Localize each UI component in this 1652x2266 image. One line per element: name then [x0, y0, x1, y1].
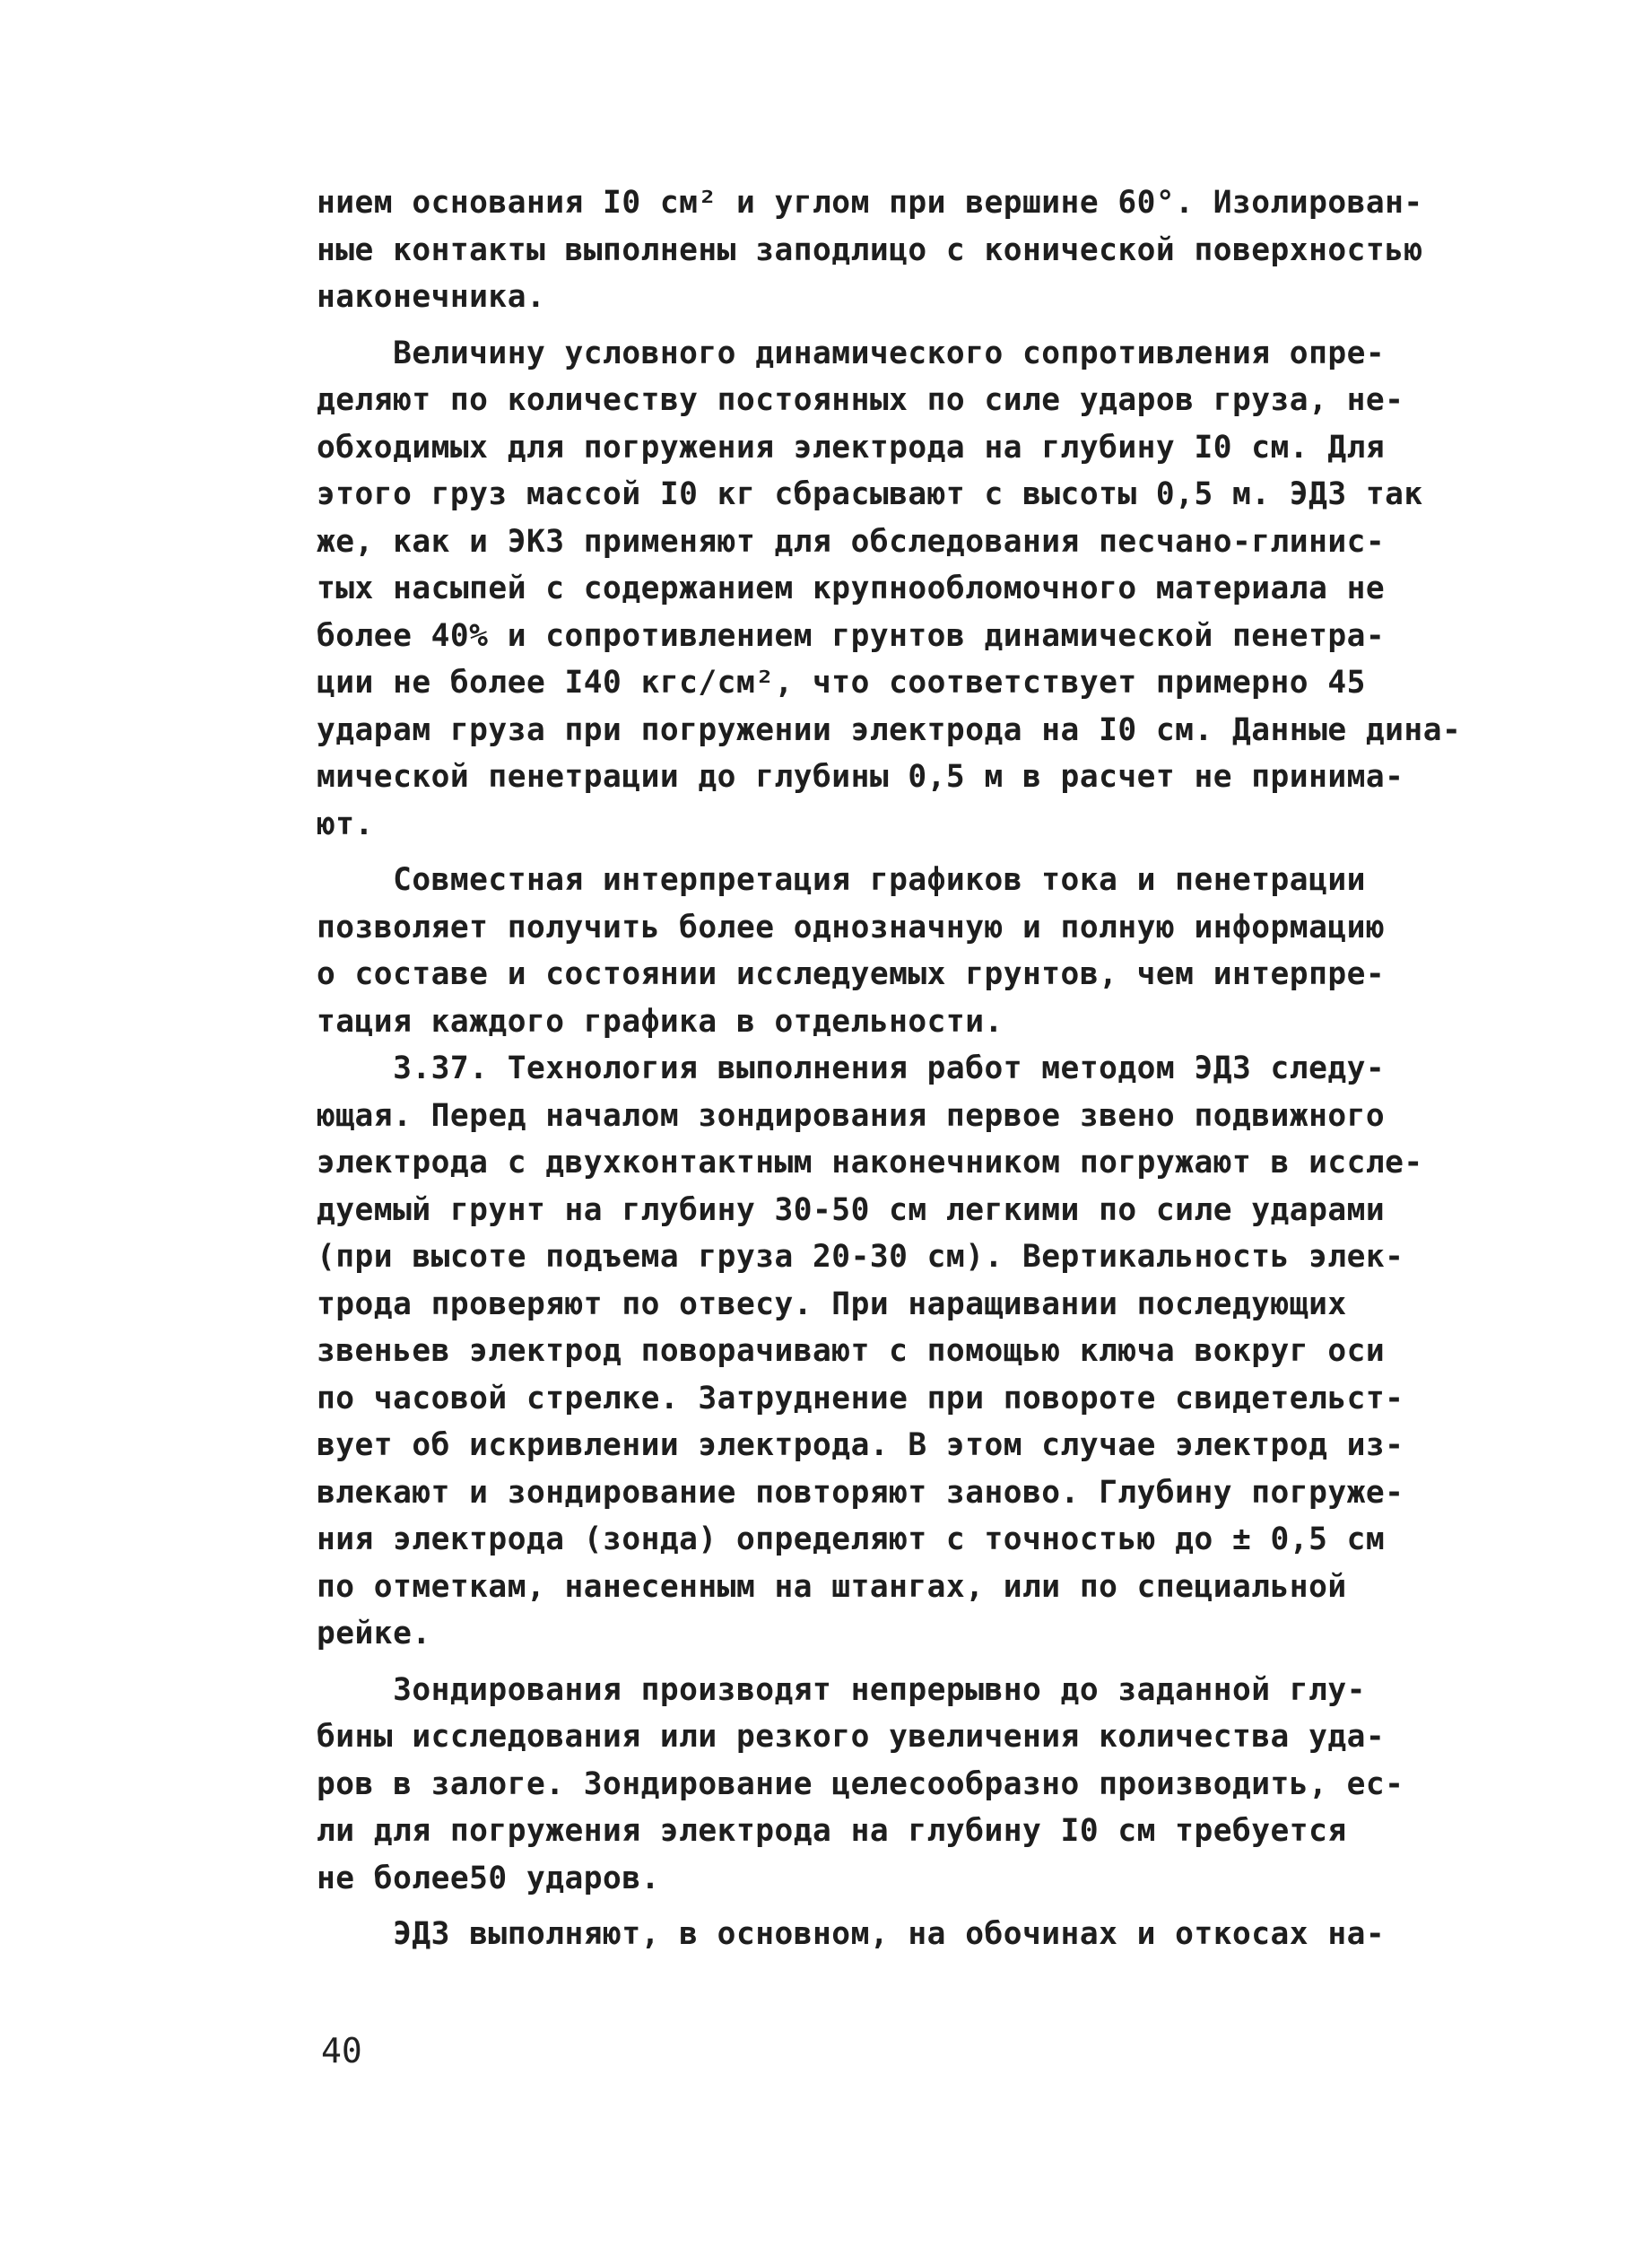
text-line: рейке. — [317, 1616, 431, 1652]
text-line: трода проверяют по отвесу. При наращивании последующих — [317, 1286, 1347, 1322]
text-line: дуемый грунт на глубину 30-50 см легкими по силе ударами — [317, 1191, 1386, 1228]
text-line: звеньев электрод поворачивают с помощью ключа вокруг оси — [317, 1333, 1386, 1369]
text-line: мической пенетрации до глубины 0,5 м в расчет не принима- — [317, 759, 1404, 795]
text-line: ударам груза при погружении электрода на I0 см. Данные дина- — [317, 711, 1462, 748]
text-line: влекают и зондирование повторяют заново. Глубину погруже- — [317, 1474, 1404, 1511]
text-line: не более50 ударов. — [317, 1860, 660, 1896]
text-line: 3.37. Технология выполнения работ методом ЭДЗ следу- — [317, 1050, 1386, 1086]
text-line: о составе и состоянии исследуемых грунтов, чем интерпре- — [317, 956, 1386, 992]
text-line: Совместная интерпретация графиков тока и пенетрации — [317, 862, 1366, 898]
text-line: ции не более I40 кгс/см², что соответствует примерно 45 — [317, 665, 1366, 701]
text-line: по часовой стрелке. Затруднение при повороте свидетельст- — [317, 1380, 1404, 1416]
text-line: ют. — [317, 806, 374, 842]
text-line: тация каждого графика в отдельности. — [317, 1003, 1004, 1040]
paragraph-gap — [317, 848, 1509, 857]
text-line: ные контакты выполнены заподлицо с конической поверхностью — [317, 231, 1423, 268]
text-line: (при высоте подъема груза 20-30 см). Вертикальность элек- — [317, 1239, 1404, 1275]
text-line: электрода с двухконтактным наконечником погружают в иссле- — [317, 1145, 1423, 1181]
text-line: Зондирования производят непрерывно до заданной глу- — [317, 1671, 1366, 1708]
text-line: бины исследования или резкого увеличения количества уда- — [317, 1719, 1386, 1755]
text-line: ния электрода (зонда) определяют с точностью до ± 0,5 см — [317, 1521, 1386, 1557]
paragraph-gap — [317, 1902, 1509, 1911]
text-line: деляют по количеству постоянных по силе ударов груза, не- — [317, 382, 1404, 418]
text-line: ли для погружения электрода на глубину I0 см требуется — [317, 1813, 1347, 1849]
paragraph-gap — [317, 321, 1509, 330]
paragraph-gap — [317, 1658, 1509, 1667]
text-line: более 40% и сопротивлением грунтов динамической пенетра- — [317, 617, 1386, 654]
text-line: позволяет получить более однозначную и полную информацию — [317, 909, 1386, 946]
page-number: 40 — [321, 2031, 362, 2070]
text-line: Величину условного динамического сопротивления опре- — [317, 335, 1386, 371]
text-line: ющая. Перед началом зондирования первое звено подвижного — [317, 1097, 1386, 1134]
body-text — [317, 179, 1509, 1958]
text-line: нием основания I0 см² и углом при вершине 60°. Изолирован- — [317, 185, 1423, 221]
text-line: по отметкам, нанесенным на штангах, или по специальной — [317, 1568, 1347, 1605]
text-line: ЭДЗ выполняют, в основном, на обочинах и откосах на- — [317, 1916, 1386, 1952]
text-line: наконечника. — [317, 279, 546, 315]
text-line: тых насыпей с содержанием крупнообломочного материала не — [317, 571, 1386, 606]
text-line: обходимых для погружения электрода на глубину I0 см. Для — [317, 429, 1386, 466]
text-line: же, как и ЭКЗ применяют для обследования песчано-глинис- — [317, 523, 1386, 560]
text-line: этого груз массой I0 кг сбрасывают с высоты 0,5 м. ЭДЗ так — [317, 476, 1423, 512]
text-line: ров в залоге. Зондирование целесообразно производить, ес- — [317, 1765, 1404, 1802]
text-line: вует об искривлении электрода. В этом случае электрод из- — [317, 1427, 1404, 1463]
